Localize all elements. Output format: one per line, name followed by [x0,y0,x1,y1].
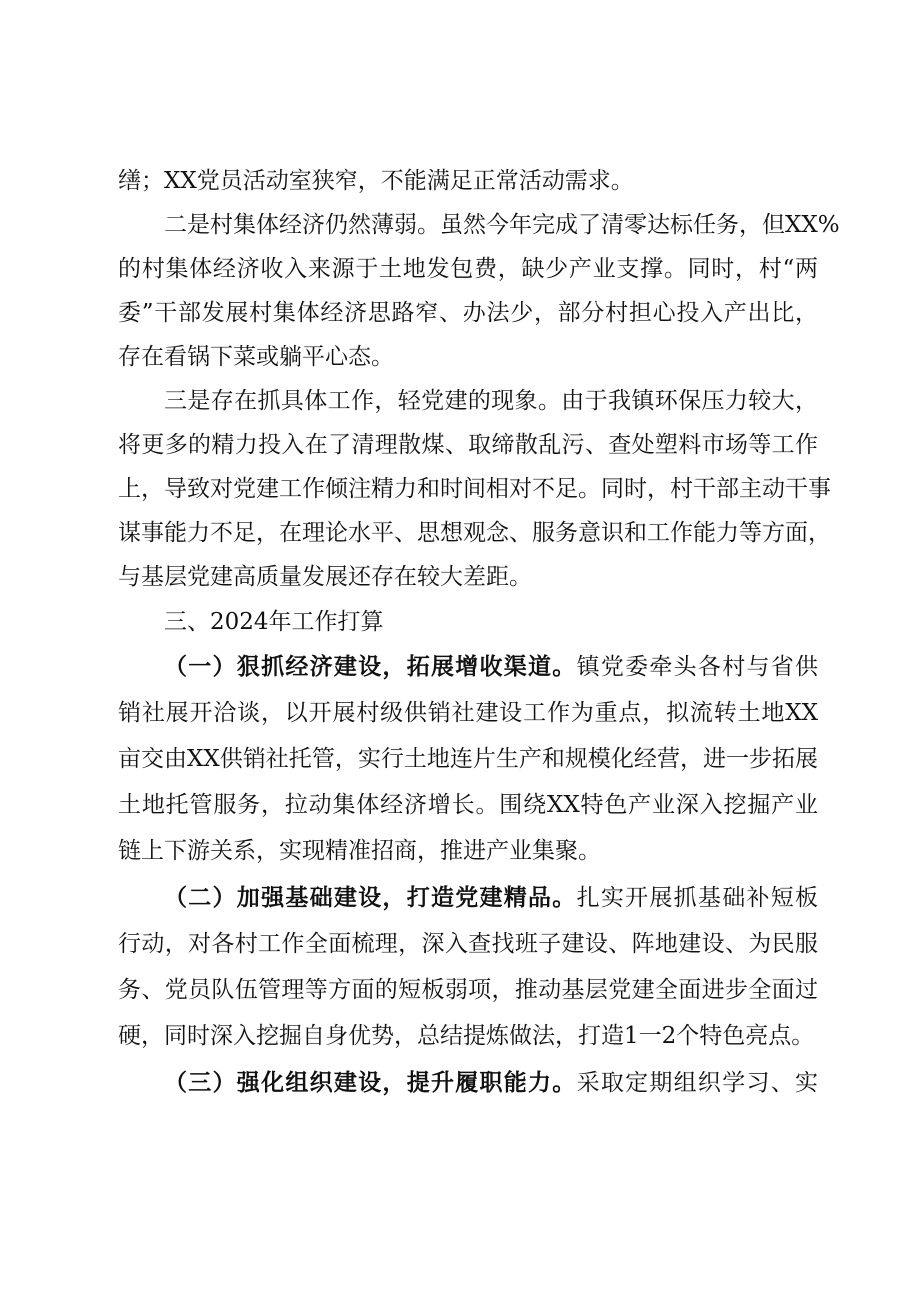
paragraph-line: 链上下游关系，实现精准招商，推进产业集聚。 [118,838,601,864]
paragraph-line: 土地托管服务，拉动集体经济增长。围绕XX特色产业深入挖掘产业 [118,792,818,818]
subsection-heading: （三）强化组织建设，提升履职能力。 [164,1069,577,1096]
paragraph-line [164,881,818,915]
paragraph-line: 上，导致对党建工作倾注精力和时间相对不足。同时，村干部主动干事 [118,476,831,502]
paragraph-line: 与基层党建高质量发展还存在较大差距。 [118,564,532,590]
paragraph-line: 存在看锅下菜或躺平心态。 [118,344,394,370]
paragraph-line: 务、党员队伍管理等方面的短板弱项，推动基层党建全面进步全面过 [118,977,818,1003]
paragraph-line [164,650,818,684]
paragraph-line: 三是存在抓具体工作，轻党建的现象。由于我镇环保压力较大， [164,388,818,414]
paragraph-line: 缮；XX党员活动室狭窄，不能满足正常活动需求。 [118,168,634,194]
paragraph-line: 硬，同时深入挖掘自身优势，总结提炼做法，打造1一2个特色亮点。 [118,1023,815,1049]
paragraph-line: 亩交由XX供销社托管，实行土地连片生产和规模化经营，进一步拓展 [118,746,818,772]
paragraph-line: 委”干部发展村集体经济思路窄、办法少，部分村担心投入产出比， [118,300,818,326]
paragraph-text: 扎实开展抓基础补短板 [576,885,819,911]
paragraph-line: 谋事能力不足，在理论水平、思想观念、服务意识和工作能力等方面， [118,520,831,546]
paragraph-text: 镇党委牵头各村与省供 [576,654,819,680]
subsection-heading: （二）加强基础建设，打造党建精品。 [164,884,577,911]
section-heading: 三、2024年工作打算 [164,609,384,635]
paragraph-line: 行动，对各村工作全面梳理，深入查找班子建设、阵地建设、为民服 [118,931,818,957]
paragraph-line: 将更多的精力投入在了清理散煤、取缔散乱污、查处塑料市场等工作 [118,432,818,458]
paragraph-line: 销社展开洽谈，以开展村级供销社建设工作为重点，拟流转土地XX [118,700,818,726]
paragraph-line: 的村集体经济收入来源于土地发包费，缺少产业支撑。同时，村“两 [118,256,818,282]
paragraph-text: 采取定期组织学习、实 [576,1070,819,1096]
paragraph-line [164,1066,818,1100]
subsection-heading: （一）狠抓经济建设，拓展增收渠道。 [164,653,577,680]
paragraph-line: 二是村集体经济仍然薄弱。虽然今年完成了清零达标任务，但XX% [164,212,840,238]
